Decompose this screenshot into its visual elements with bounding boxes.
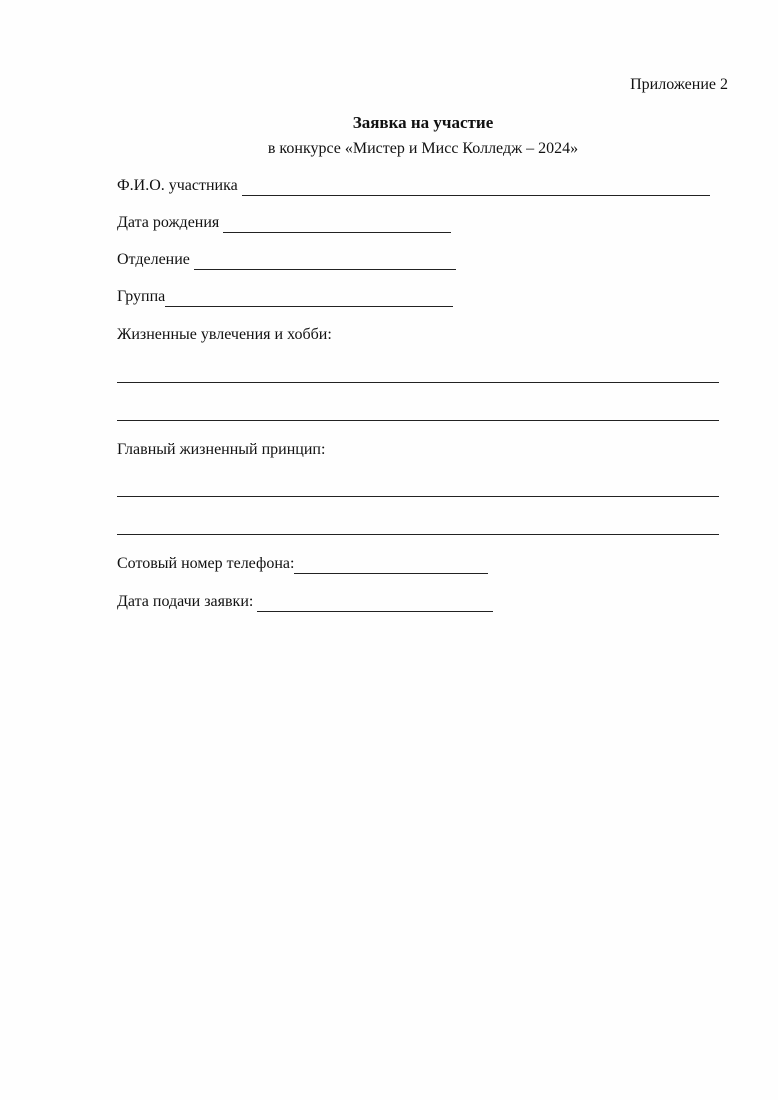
group-label: Группа (117, 288, 166, 305)
birth-date-label: Дата рождения (117, 214, 220, 231)
phone-field (117, 554, 488, 574)
birth-date-blank[interactable] (223, 216, 451, 233)
principle-line-1[interactable] (117, 496, 719, 497)
department-blank[interactable] (194, 253, 456, 270)
department-label: Отделение (117, 251, 190, 268)
submit-date-label: Дата подачи заявки: (117, 593, 254, 610)
submit-date-blank[interactable] (257, 595, 493, 612)
group-field (117, 287, 453, 307)
phone-label: Сотовый номер телефона: (117, 555, 295, 572)
birth-date-field (117, 213, 451, 233)
submit-date-field (117, 592, 493, 612)
form-subtitle: в конкурсе «Мистер и Мисс Колледж – 2024» (267, 140, 579, 157)
appendix-label: Приложение 2 (630, 76, 728, 93)
hobbies-line-2[interactable] (117, 420, 719, 421)
principle-label: Главный жизненный принцип: (117, 441, 326, 458)
fio-field (117, 176, 710, 196)
form-title: Заявка на участие (352, 113, 494, 132)
hobbies-line-1[interactable] (117, 382, 719, 383)
phone-blank[interactable] (294, 557, 488, 574)
department-field (117, 250, 456, 270)
group-blank[interactable] (165, 290, 453, 307)
principle-line-2[interactable] (117, 534, 719, 535)
fio-label: Ф.И.О. участника (117, 177, 238, 194)
fio-blank[interactable] (242, 179, 710, 196)
hobbies-label: Жизненные увлечения и хобби: (117, 326, 332, 343)
